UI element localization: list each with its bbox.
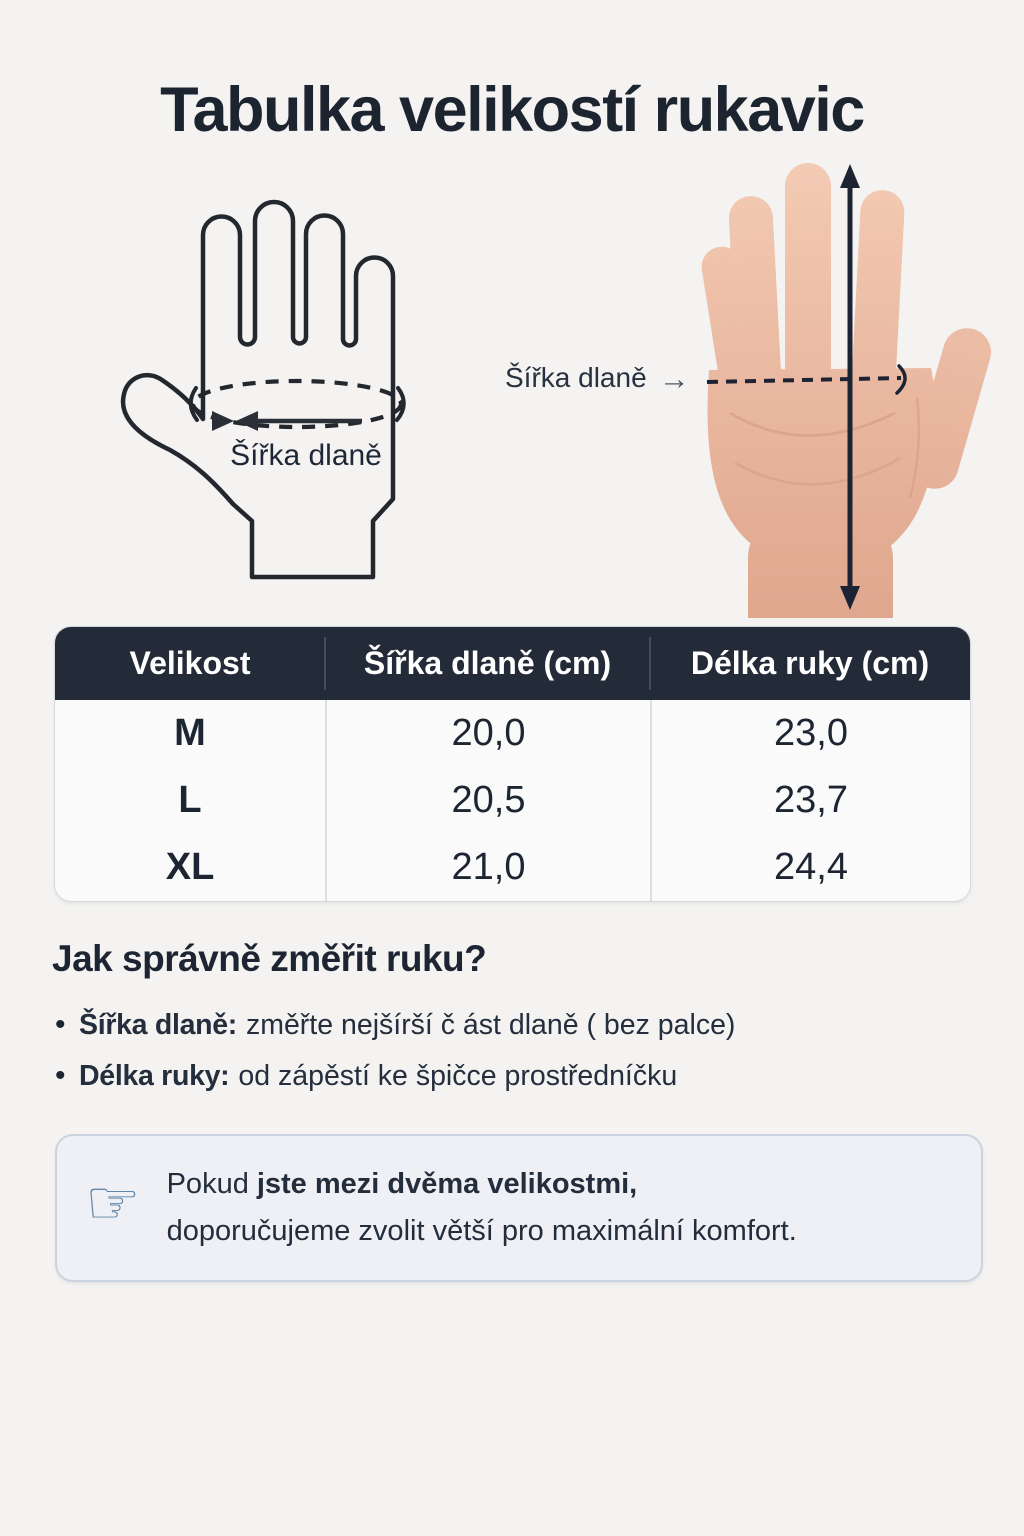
size-table [55,627,970,901]
tip-emphasis: jste mezi dvěma velikostmi, [256,1168,638,1200]
size-value: XL [165,846,215,888]
column-header-size: Velikost [129,645,251,681]
glove-outline-diagram [100,192,410,588]
tip-text [167,1161,797,1255]
arrowhead-right-icon [212,411,234,431]
palm-width-value: 20,0 [325,700,650,767]
bullet-term: Šířka dlaně: [79,1009,237,1041]
column-header-palm-width: Šířka dlaně (cm) [325,627,650,700]
page-title: Tabulka velikostí rukavic [160,75,864,145]
howto-heading: Jak správně změřit ruku? [52,938,487,979]
list-item [55,1059,975,1093]
pointing-hand-icon: ☞ [85,1169,141,1238]
glove-outline-icon [100,192,410,588]
tip-lead: Pokud [166,1168,249,1200]
bullet-desc: od zápěstí ke špičce prostředníčku [238,1060,678,1092]
list-item [55,1008,975,1042]
arrowhead-up-icon [840,164,860,188]
palm-width-value: 21,0 [325,834,650,901]
palm-width-label: Šířka dlaně [505,362,647,393]
bullet-dot-icon: • [55,1008,66,1041]
size-value: L [178,779,202,821]
glove-width-label: Šířka dlaně [230,439,382,472]
table-row [55,767,970,834]
bullet-desc: změřte nejšírší č ást dlaně ( bez palce) [245,1009,736,1041]
hand-length-value: 24,4 [650,834,970,901]
tip-line-1 [167,1161,797,1208]
hand-photo-icon [655,158,995,618]
hand-length-value: 23,7 [650,767,970,834]
hand-length-value: 23,0 [650,700,970,767]
tip-line-2: doporučujeme zvolit větší pro maximální komfort. [166,1215,797,1247]
arrow-right-icon: → [658,360,690,396]
size-value: M [174,712,206,754]
bullet-term: Délka ruky: [79,1060,230,1092]
hand-photo-diagram [655,158,995,618]
howto-bullet-list [55,1008,975,1110]
tip-box [55,1134,983,1282]
size-table-header-row [55,627,970,700]
column-header-hand-length: Délka ruky (cm) [650,627,970,700]
palm-width-value: 20,5 [325,767,650,834]
table-row [55,700,970,767]
bullet-dot-icon: • [55,1059,66,1092]
arrowhead-left-icon [236,411,258,431]
table-row [55,834,970,901]
